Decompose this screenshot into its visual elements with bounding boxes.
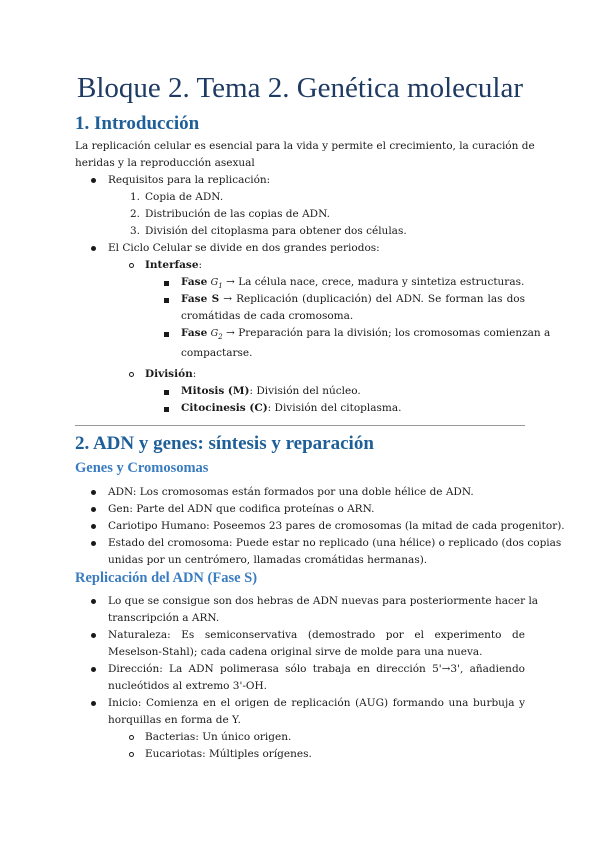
bullet-icon xyxy=(91,701,96,706)
citocinesis-label: Citocinesis (C) xyxy=(181,402,268,414)
subheading-genes-cromosomas: Genes y Cromosomas xyxy=(75,460,209,476)
bullet-icon xyxy=(91,667,96,672)
section-heading-introduccion: 1. Introducción xyxy=(75,113,200,134)
list-item: División del citoplasma para obtener dos células. xyxy=(145,225,407,237)
mitosis-label: Mitosis (M) xyxy=(181,385,250,397)
list-number: 1. xyxy=(129,191,140,203)
square-bullet-icon xyxy=(164,281,169,286)
interfase-item: Interfase: xyxy=(145,259,203,271)
fase-g1-text: La célula nace, crece, madura y sintetiza estructuras. xyxy=(238,276,525,288)
square-bullet-icon xyxy=(164,298,169,303)
intro-paragraph-line-1: La replicación celular es esencial para la vida y permite el crecimiento, la curación de xyxy=(75,140,535,152)
section-heading-adn-genes: 2. ADN y genes: síntesis y reparación xyxy=(75,433,374,454)
list-item-line-2: transcripción a ARN. xyxy=(108,612,220,624)
section-divider xyxy=(75,425,525,426)
list-item-line-2: horquillas en forma de Y. xyxy=(108,714,241,726)
list-item: ADN: Los cromosomas están formados por una doble hélice de ADN. xyxy=(108,486,474,498)
list-item: Lo que se consigue son dos hebras de ADN nuevas para posteriormente hacer la xyxy=(108,595,539,607)
list-item: Gen: Parte del ADN que codifica proteínas o ARN. xyxy=(108,503,375,515)
bullet-icon xyxy=(91,599,96,604)
bullet-icon xyxy=(91,633,96,638)
citocinesis-text: : División del citoplasma. xyxy=(267,402,402,414)
fase-label: Fase xyxy=(181,327,208,339)
bullet-icon xyxy=(91,178,96,183)
ciclo-celular-label: El Ciclo Celular se divide en dos grandes periodos: xyxy=(108,242,380,254)
bullet-icon xyxy=(91,490,96,495)
division-item: División: xyxy=(145,368,197,380)
bullet-icon xyxy=(91,524,96,529)
list-number: 3. xyxy=(129,225,140,237)
fase-s-text-line-2: cromátidas de cada cromosoma. xyxy=(181,310,354,322)
requisitos-label: Requisitos para la replicación: xyxy=(108,174,271,186)
list-item: Cariotipo Humano: Poseemos 23 pares de cromosomas (la mitad de cada progenitor). xyxy=(108,520,565,532)
fase-s-text: Replicación (duplicación) del ADN. Se forman las dos xyxy=(236,293,526,305)
interfase-label: Interfase xyxy=(145,259,199,271)
list-number: 2. xyxy=(129,208,140,220)
list-item-line-2: unidas por un centrómero, llamadas cromátidas hermanas). xyxy=(108,554,428,566)
g1-symbol: $G_1$ xyxy=(210,277,223,290)
mitosis-text: : División del núcleo. xyxy=(249,385,361,397)
list-item: Copia de ADN. xyxy=(145,191,224,203)
fase-s-item xyxy=(181,291,525,308)
arrow-icon: → xyxy=(223,293,233,305)
circle-bullet-icon xyxy=(129,372,134,377)
page-title: Bloque 2. Tema 2. Genética molecular xyxy=(77,72,523,104)
division-label: División xyxy=(145,368,193,380)
subheading-replicacion-adn: Replicación del ADN (Fase S) xyxy=(75,570,258,586)
list-item: Inicio: Comienza en el origen de replicación (AUG) formando una burbuja y xyxy=(108,697,525,709)
square-bullet-icon xyxy=(164,390,169,395)
arrow-icon: → xyxy=(226,276,235,288)
fase-label: Fase xyxy=(181,276,208,288)
list-item: Eucariotas: Múltiples orígenes. xyxy=(145,748,312,760)
citocinesis-item xyxy=(181,400,401,417)
circle-bullet-icon xyxy=(129,735,134,740)
list-item: Dirección: La ADN polimerasa sólo trabaja en dirección 5'→3', añadiendo xyxy=(108,663,525,675)
bullet-icon xyxy=(91,246,96,251)
square-bullet-icon xyxy=(164,332,169,337)
list-item-line-2: Meselson-Stahl); cada cadena original sirve de molde para una nueva. xyxy=(108,646,483,658)
bullet-icon xyxy=(91,507,96,512)
circle-bullet-icon xyxy=(129,752,134,757)
fase-s-label: Fase S xyxy=(181,293,220,305)
fase-g2-text-line-2: compactarse. xyxy=(181,347,253,359)
arrow-icon: → xyxy=(226,327,235,339)
fase-g2-text: Preparación para la división; los cromosomas comienzan a xyxy=(238,327,551,339)
mitosis-item xyxy=(181,383,361,400)
bullet-icon xyxy=(91,541,96,546)
list-item: Naturaleza: Es semiconservativa (demostrado por el experimento de xyxy=(108,629,525,641)
g2-symbol: $G_2$ xyxy=(210,328,223,341)
list-item-line-2: nucleótidos al extremo 3'-OH. xyxy=(108,680,268,692)
circle-bullet-icon xyxy=(129,263,134,268)
list-item: Estado del cromosoma: Puede estar no replicado (una hélice) o replicado (dos copias xyxy=(108,537,562,549)
square-bullet-icon xyxy=(164,407,169,412)
list-item: Distribución de las copias de ADN. xyxy=(145,208,330,220)
intro-paragraph-line-2: heridas y la reproducción asexual xyxy=(75,157,255,169)
fase-g2-item xyxy=(181,325,550,346)
list-item: Bacterias: Un único origen. xyxy=(145,731,292,743)
